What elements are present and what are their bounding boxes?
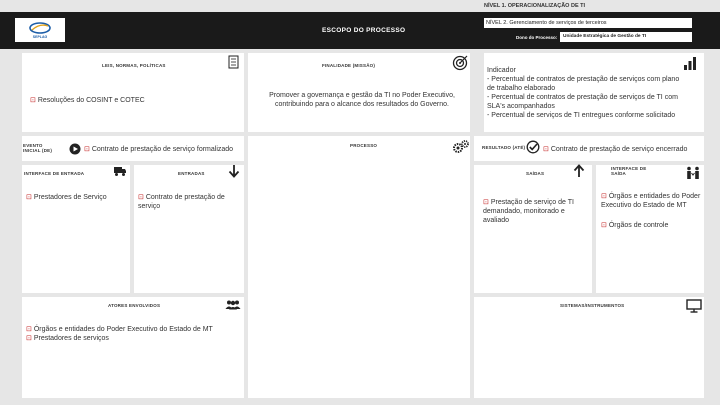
logo — [15, 18, 65, 42]
evento-text: Contrato de prestação de serviço formalizado — [91, 146, 234, 153]
page-title: ESCOPO DO PROCESSO — [322, 27, 406, 34]
interface-saida-item-2 — [601, 221, 701, 230]
processo-header: PROCESSO — [350, 143, 378, 148]
dono-field — [560, 32, 692, 42]
bullet-icon: ⊡ — [138, 194, 144, 201]
saidas-section — [474, 165, 592, 293]
bullet-icon: ⊡ — [601, 222, 607, 229]
evento-item — [84, 145, 244, 154]
finalidade-header: FINALIDADE (MISSÃO) — [322, 63, 376, 68]
gears-icon — [452, 140, 470, 154]
interface-saida-item-1 — [601, 192, 701, 210]
atores-item-1 — [26, 325, 241, 334]
atores-header: ATORES ENVOLVIDOS — [108, 303, 161, 308]
arrow-up-icon — [573, 164, 585, 178]
logo-icon — [28, 21, 52, 35]
interface-saida-text-2: Órgãos de controle — [608, 222, 669, 229]
interface-entrada-section — [22, 165, 130, 293]
bar-chart-icon — [683, 55, 697, 71]
document-icon — [228, 55, 240, 69]
resultado-text: Contrato de prestação de serviço encerrado — [550, 146, 688, 153]
bullet-icon: ⊡ — [483, 199, 489, 206]
finalidade-text: Promover a governança e gestão da TI no Poder Executivo, contribuindo para o alcance dos resultados do Governo. — [269, 92, 455, 108]
entradas-text: Contrato de prestação de serviço — [138, 194, 225, 210]
bullet-icon: ⊡ — [26, 335, 32, 342]
atores-section — [22, 297, 244, 398]
bullet-icon: ⊡ — [601, 193, 607, 200]
bullet-icon: ⊡ — [543, 146, 549, 153]
arrow-down-icon — [228, 164, 240, 178]
target-icon — [452, 55, 468, 71]
monitor-icon — [686, 299, 702, 313]
entradas-section — [134, 165, 244, 293]
nivel2-label: NÍVEL 2. Gerenciamento de serviços de terceiros — [486, 20, 607, 26]
indicador-text: Indicador - Percentual de contratos de prestação de serviços com plano de trabalho elaborado - Percentual de contratos de prestação de serviços de TI com SLA's acompanhados - Percentual de serviços de TI entregues conforme solicitado — [487, 67, 680, 119]
resultado-header: RESULTADO (ATÉ) — [482, 145, 526, 150]
leis-item — [30, 96, 235, 105]
atores-item-2 — [26, 334, 241, 343]
people-exchange-icon — [686, 166, 700, 180]
resultado-item — [543, 145, 704, 154]
saidas-header: SAÍDAS — [526, 171, 545, 176]
bullet-icon: ⊡ — [84, 146, 90, 153]
sistemas-section — [474, 297, 704, 398]
sistemas-header: SISTEMAS/INSTRUMENTOS — [560, 303, 625, 308]
entradas-header: ENTRADAS — [178, 171, 205, 176]
saidas-item — [483, 198, 585, 225]
atores-text-1: Órgãos e entidades do Poder Executivo do Estado de MT — [33, 326, 213, 333]
interface-entrada-item — [26, 193, 128, 202]
interface-entrada-text: Prestadores de Serviço — [33, 194, 107, 201]
nivel2-field — [484, 18, 692, 28]
interface-entrada-header: INTERFACE DE ENTRADA — [24, 171, 85, 176]
atores-text-2: Prestadores de serviços — [33, 335, 109, 342]
bullet-icon: ⊡ — [26, 194, 32, 201]
processo-section — [248, 136, 470, 398]
leis-text: Resoluções do COSINT e COTEC — [37, 97, 145, 104]
check-circle-icon — [526, 140, 540, 154]
dono-value: Unidade Estratégica de Gestão de TI — [563, 34, 647, 39]
interface-saida-text-1: Órgãos e entidades do Poder Executivo do Estado de MT — [601, 193, 701, 209]
interface-saida-header: INTERFACE DE SAÍDA — [611, 166, 647, 176]
group-icon — [225, 300, 241, 310]
leis-header: LEIS, NORMAS, POLÍTICAS — [102, 63, 166, 68]
bullet-icon: ⊡ — [26, 326, 32, 333]
nivel1-label: NÍVEL 1. OPERACIONALIZAÇÃO DE TI — [484, 3, 586, 9]
evento-header: EVENTO INICIAL (DE) — [23, 143, 53, 153]
entradas-item — [138, 193, 240, 211]
logo-text: SEPLAG — [32, 35, 48, 39]
bullet-icon: ⊡ — [30, 97, 36, 104]
truck-icon — [113, 165, 127, 177]
saidas-text: Prestação de serviço de TI demandado, monitorado e avaliado — [483, 199, 574, 224]
play-icon — [69, 143, 81, 155]
dono-label: Dono do Processo: — [516, 35, 558, 40]
